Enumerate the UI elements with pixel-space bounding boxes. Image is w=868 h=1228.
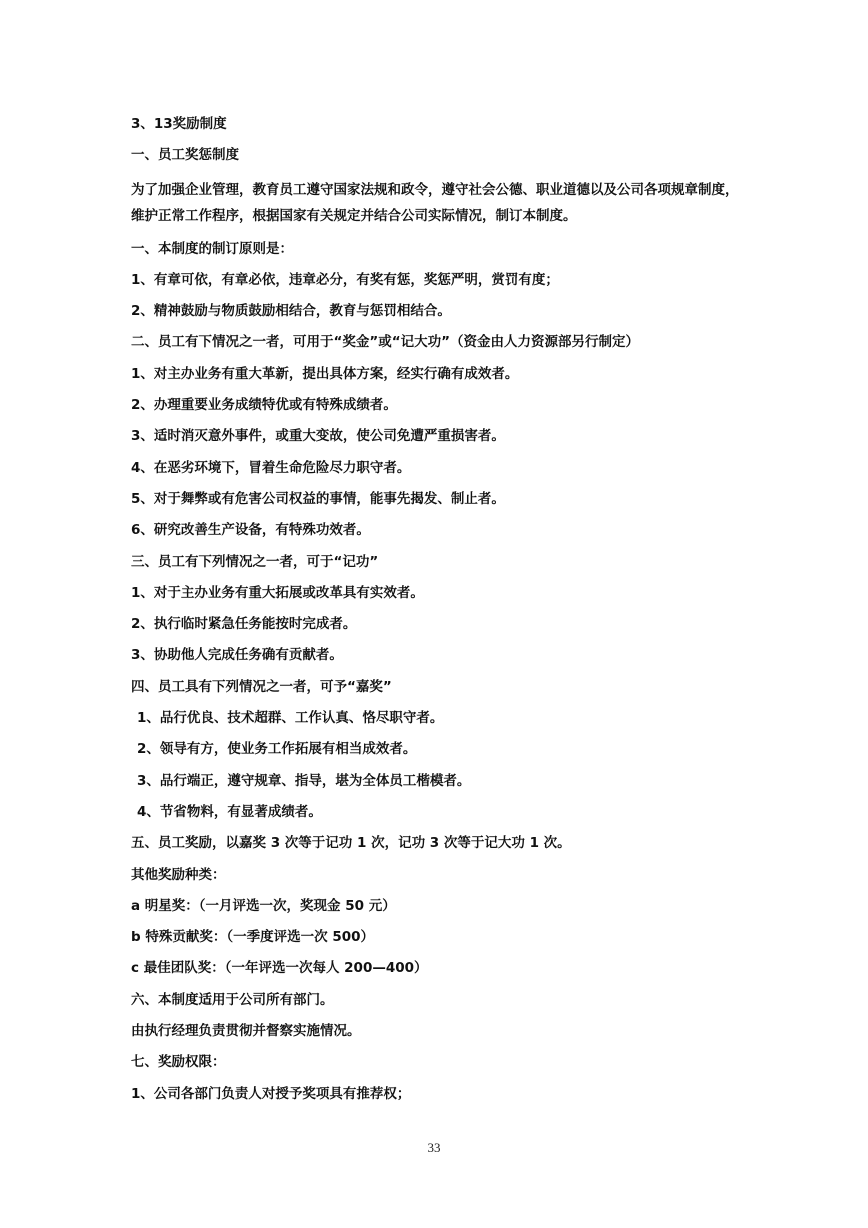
heading-reward-conversion: 五、员工奖励，以嘉奖 3 次等于记功 1 次，记功 3 次等于记大功 1 次。	[131, 835, 571, 852]
major-merit-item-6: 6、研究改善生产设备，有特殊功效者。	[131, 522, 370, 539]
merit-item-3: 3、协助他人完成任务确有贡献者。	[131, 647, 343, 664]
other-reward-a: a 明星奖：（一月评选一次，奖现金 50 元）	[131, 897, 396, 914]
heading-other-rewards: 其他奖励种类：	[131, 866, 226, 883]
major-merit-item-5: 5、对于舞弊或有危害公司权益的事情，能事先揭发、制止者。	[131, 490, 505, 507]
page-number: 33	[427, 1140, 441, 1155]
commendation-item-3: 3、品行端正，遵守规章、指导，堪为全体员工楷模者。	[137, 772, 471, 789]
merit-item-1: 1、对于主办业务有重大拓展或改革具有实效者。	[131, 584, 424, 601]
commendation-item-1: 1、品行优良、技术超群、工作认真、恪尽职守者。	[137, 710, 444, 727]
scope-note: 由执行经理负责贯彻并督察实施情况。	[131, 1023, 361, 1040]
intro-paragraph: 为了加强企业管理，教育员工遵守国家法规和政令，遵守社会公德、职业道德以及公司各项规章制度，维护正常工作程序，根据国家有关规定并结合公司实际情况，制订本制度。	[131, 181, 739, 224]
major-merit-item-3: 3、适时消灭意外事件，或重大变故，使公司免遭严重损害者。	[131, 428, 505, 445]
heading-commendation: 四、员工具有下列情况之一者，可予“嘉奖”	[131, 678, 392, 695]
heading-authority: 七、奖励权限：	[131, 1054, 226, 1071]
principle-item-2: 2、精神鼓励与物质鼓励相结合，教育与惩罚相结合。	[131, 303, 451, 320]
authority-item-1: 1、公司各部门负责人对授予奖项具有推荐权；	[131, 1085, 411, 1102]
commendation-item-2: 2、领导有方，使业务工作拓展有相当成效者。	[137, 741, 417, 758]
major-merit-item-1: 1、对主办业务有重大革新，提出具体方案，经实行确有成效者。	[131, 365, 519, 382]
major-merit-item-4: 4、在恶劣环境下，冒着生命危险尽力职守者。	[131, 459, 411, 476]
other-reward-b: b 特殊贡献奖：（一季度评选一次 500）	[131, 929, 374, 946]
heading-merit: 三、员工有下列情况之一者，可于“记功”	[131, 553, 379, 570]
commendation-item-4: 4、节省物料，有显著成绩者。	[137, 803, 322, 820]
section-title: 3、13奖励制度	[131, 116, 227, 132]
heading-major-merit: 二、员工有下情况之一者，可用于“奖金”或“记大功”（资金由人力资源部另行制定）	[131, 334, 639, 351]
document-body	[131, 114, 751, 1115]
other-reward-c: c 最佳团队奖：（一年评选一次每人 200—400）	[131, 960, 428, 977]
heading-scope: 六、本制度适用于公司所有部门。	[131, 991, 334, 1008]
heading-principles: 一、本制度的制订原则是：	[131, 240, 293, 257]
heading-reward-punishment: 一、员工奖惩制度	[131, 147, 239, 164]
major-merit-item-2: 2、办理重要业务成绩特优或有特殊成绩者。	[131, 397, 397, 414]
principle-item-1: 1、有章可依，有章必依，违章必分，有奖有惩，奖惩严明，赏罚有度；	[131, 271, 559, 288]
merit-item-2: 2、执行临时紧急任务能按时完成者。	[131, 616, 357, 633]
